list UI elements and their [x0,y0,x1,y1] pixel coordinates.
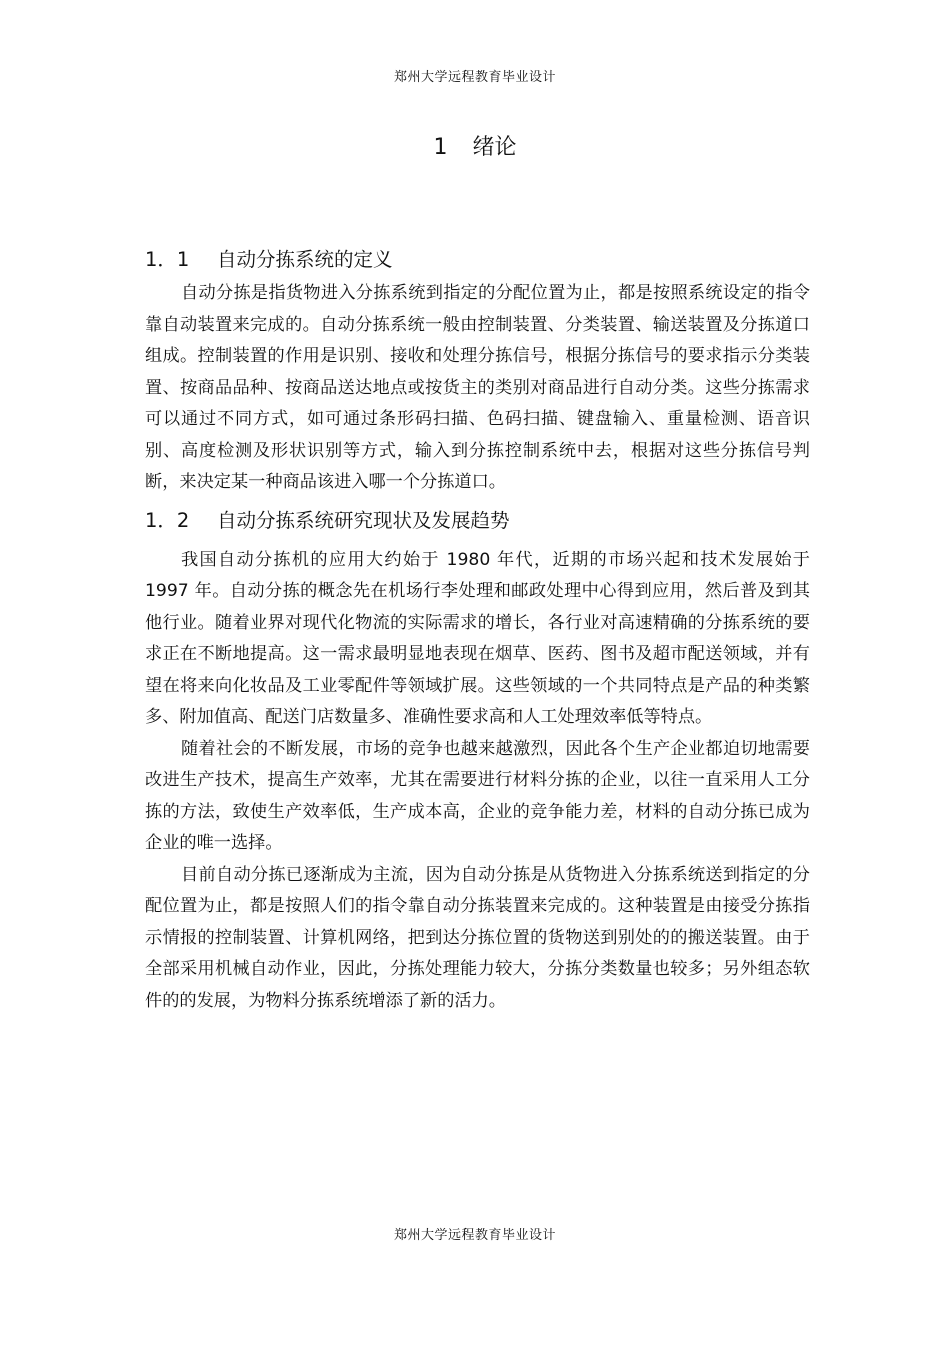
chapter-title: 1 绪论 [433,135,517,160]
section-number: 1．2 [145,508,190,532]
paragraph: 我国自动分拣机的应用大约始于 1980 年代，近期的市场兴起和技术发展始于 1997 年。自动分拣的概念先在机场行李处理和邮政处理中心得到应用，然后普及到其他行业。随着业界对现代化物流的实际需求的增长，各行业对高速精确的分拣系统的要求正在不断地提高。这一需求最明显地表现在烟草、医药、图书及超市配送领域，并有望在将来向化妆品及工业零配件等领域扩展。这些领域的一个共同特点是产品的种类繁多、附加值高、配送门店数量多、准确性要求高和人工处理效率低等特点。 [145,549,810,727]
paragraph: 随着社会的不断发展，市场的竞争也越来越激烈，因此各个生产企业都迫切地需要改进生产技术，提高生产效率，尤其在需要进行材料分拣的企业，以往一直采用人工分拣的方法，致使生产效率低，生产成本高，企业的竞争能力差，材料的自动分拣已成为企业的唯一选择。 [145,738,810,853]
section-heading [145,505,810,537]
section-title-text: 自动分拣系统的定义 [217,248,393,271]
section-1-2 [145,505,810,1018]
section-number: 1．1 [145,248,190,271]
paragraph: 自动分拣是指货物进入分拣系统到指定的分配位置为止，都是按照系统设定的指令靠自动装置来完成的。自动分拣系统一般由控制装置、分类装置、输送装置及分拣道口组成。控制装置的作用是识别、接收和处理分拣信号，根据分拣信号的要求指示分类装置、按商品品种、按商品送达地点或按货主的类别对商品进行自动分类。这些分拣需求可以通过不同方式，如可通过条形码扫描、色码扫描、键盘输入、重量检测、语音识别、高度检测及形状识别等方式，输入到分拣控制系统中去，根据对这些分拣信号判断，来决定某一种商品该进入哪一个分拣道口。 [145,283,810,492]
paragraph: 目前自动分拣已逐渐成为主流，因为自动分拣是从货物进入分拣系统送到指定的分配位置为止，都是按照人们的指令靠自动分拣装置来完成的。这种装置是由接受分拣指示情报的控制装置、计算机网络，把到达分拣位置的货物送到别处的的搬送装置。由于全部采用机械自动作业，因此，分拣处理能力较大，分拣分类数量也较多；另外组态软件的的发展，为物料分拣系统增添了新的活力。 [145,864,810,1011]
document-body [145,244,810,1017]
page-footer: 郑州大学远程教育毕业设计 [393,1228,556,1243]
section-title-text: 自动分拣系统研究现状及发展趋势 [217,508,510,532]
page-header: 郑州大学远程教育毕业设计 [393,70,556,85]
section-1-1 [145,244,810,499]
section-heading [145,244,810,276]
